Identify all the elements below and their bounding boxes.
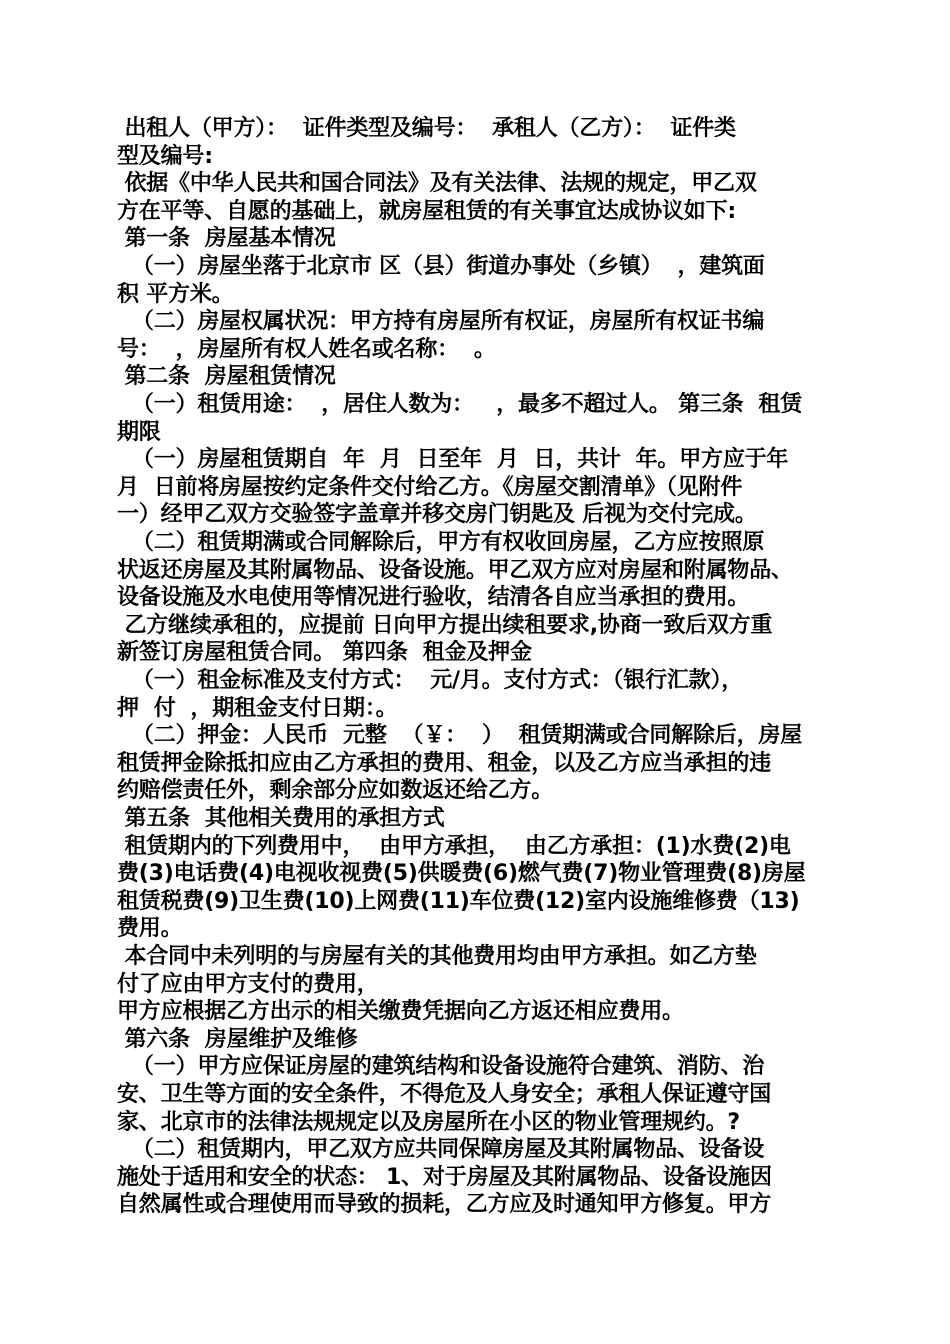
text-line: 家、北京市的法律法规规定以及房屋所在小区的物业管理规约。? [117,1109,740,1135]
text-line: 费用。 [117,916,183,942]
text-line: 费(3)电话费(4)电视收视费(5)供暖费(6)燃气费(7)物业管理费(8)房屋 [117,861,806,887]
text-line: 月 日前将房屋按约定条件交付给乙方。《房屋交割清单》（见附件 [117,474,743,500]
text-line: 租赁押金除抵扣应由乙方承担的费用、租金，以及乙方应当承担的违 [117,750,772,776]
text-line: 设备设施及水电使用等情况进行验收，结清各自应当承担的费用。 [117,585,750,611]
text-line: 出租人（甲方）： 证件类型及编号： 承租人（乙方）： 证件类 [117,116,736,141]
text-line: （二）押金：人民币 元整 （￥： ） 租赁期满或合同解除后，房屋 [117,723,802,749]
text-line: 本合同中未列明的与房屋有关的其他费用均由甲方承担。如乙方垫 [117,944,757,969]
text-line: 新签订房屋租赁合同。 第四条 租金及押金 [117,640,532,666]
text-line: （一）租赁用途： ，居住人数为： ，最多不超过人。 第三条 租赁 [117,392,802,417]
text-line: 自然属性或合理使用而导致的损耗，乙方应及时通知甲方修复。甲方 [117,1192,772,1218]
text-line: 第五条 其他相关费用的承担方式 [117,806,445,831]
text-line: 第六条 房屋维护及维修 [117,1026,358,1052]
text-line: （二）房屋权属状况：甲方持有房屋所有权证，房屋所有权证书编 [117,309,765,335]
text-line: （一）甲方应保证房屋的建筑结构和设备设施符合建筑、消防、治 [117,1054,765,1080]
text-line: 租赁期内的下列费用中， 由甲方承担， 由乙方承担：(1)水费(2)电 [117,833,791,859]
text-line: 第二条 房屋租赁情况 [117,364,336,390]
text-line: 付了应由甲方支付的费用， [117,971,379,997]
text-line: （一）房屋坐落于北京市 区（县）街道办事处（乡镇） ，建筑面 [117,254,765,279]
text-line: （二）租赁期内，甲乙双方应共同保障房屋及其附属物品、设备设 [117,1137,765,1163]
text-line: 安、卫生等方面的安全条件，不得危及人身安全；承租人保证遵守国 [117,1082,772,1107]
text-line: 期限 [117,419,161,445]
text-line: 约赔偿责任外，剩余部分应如数返还给乙方。 [117,778,554,804]
text-line: 乙方继续承租的，应提前 日向甲方提出续租要求,协商一致后双方重 [117,612,773,638]
text-line: 方在平等、自愿的基础上，就房屋租赁的有关事宜达成协议如下: [117,198,737,224]
text-line: 号： ，房屋所有权人姓名或名称： 。 [117,336,496,362]
text-line: 型及编号: [117,143,213,169]
text-line: 押 付 ，期租金支付日期：。 [117,695,398,721]
text-line: 租赁税费(9)卫生费(10)上网费(11)车位费(12)室内设施维修费（13) [117,888,800,914]
text-line: （一）租金标准及支付方式： 元/月。支付方式：（银行汇款）， [117,668,744,693]
text-line: 状返还房屋及其附属物品、设备设施。甲乙双方应对房屋和附属物品、 [117,557,793,583]
text-line: （二）租赁期满或合同解除后，甲方有权收回房屋，乙方应按照原 [117,530,765,555]
text-line: 依据《中华人民共和国合同法》及有关法律、法规的规定，甲乙双 [117,171,757,197]
text-line: （一）房屋租赁期自 年 月 日至年 月 日，共计 年。甲方应于年 [117,447,789,473]
text-line: 第一条 房屋基本情况 [117,226,336,252]
text-line: 施处于适用和安全的状态： 1、对于房屋及其附属物品、设备设施因 [117,1164,772,1190]
text-line: 一）经甲乙双方交验签字盖章并移交房门钥匙及 后视为交付完成。 [117,502,757,528]
text-line: 积 平方米。 [117,281,234,307]
text-line: 甲方应根据乙方出示的相关缴费凭据向乙方返还相应费用。 [117,999,684,1025]
